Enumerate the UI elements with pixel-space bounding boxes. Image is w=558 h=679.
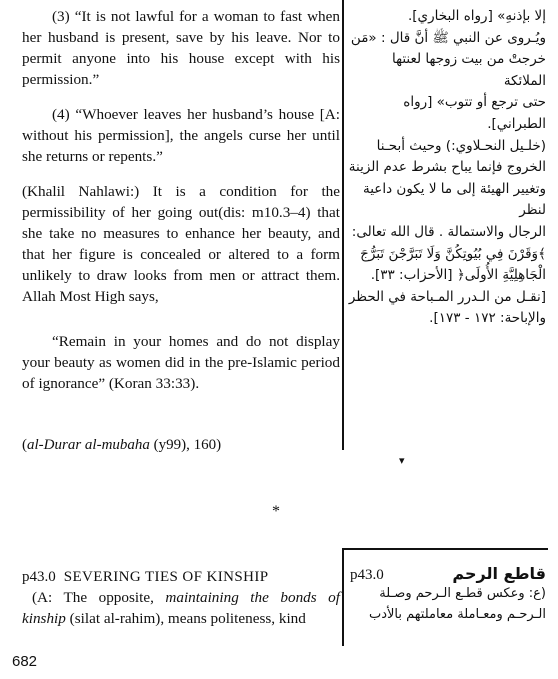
hadith-3: (3) “It is not lawful for a woman to fast when her husband is present, save by his leave. Nor to permit anyone into his house except with his permission.” xyxy=(22,8,340,88)
hadith-4: (4) “Whoever leaves her husband’s house [A: without his permission], the angels curse her until she returns or repents.” xyxy=(22,106,340,165)
section-separator-star: * xyxy=(272,503,280,520)
quran-quote: “Remain in your homes and do not display your beauty as women did in the pre-Islamic period of ignorance” (Koran 33:33). xyxy=(22,333,340,392)
section-arabic-line-1: (ع: وعكس قطـع الـرحم وصـلة xyxy=(379,586,546,601)
section-title: SEVERING TIES OF KINSHIP xyxy=(63,569,269,585)
arabic-line: خرجتْ من بيت زوجها لعنتها الملائكة xyxy=(392,51,546,89)
arabic-line: الرجال والاستمالة . قال الله تعالى: xyxy=(351,223,546,240)
arabic-line: الخروج فإنما يباح بشرط عدم الزينة xyxy=(348,159,546,176)
section-arabic-line-2: الـرحـم ومعـاملة معاملتهم بالأدب xyxy=(368,607,546,622)
source-citation: (al-Durar al-mubaha (y99), 160) xyxy=(22,437,222,453)
column-divider xyxy=(342,0,344,450)
mark-glyph: ▾ xyxy=(399,455,405,467)
arabic-line: ويُـروى عن النبي ﷺ أنَّ قال : «مَن xyxy=(350,29,546,46)
section-number: p43.0 xyxy=(22,569,56,585)
arabic-column xyxy=(348,6,546,330)
section-heading xyxy=(22,567,340,587)
arabic-line: الْجَاهِلِيَّةِ الأُولَى﴿ [الأحزاب: ٣٣]. xyxy=(370,267,546,284)
english-column xyxy=(22,6,340,394)
section-column-divider xyxy=(342,548,344,646)
section-arabic xyxy=(350,564,546,625)
arabic-line: حتى ترجع أو تتوب» [رواه الطبراني]. xyxy=(403,94,546,132)
arabic-line: وتغيير الهيئة إلى ما لا يكون داعية لنظر xyxy=(363,180,546,219)
arabic-line: ﴾وَقَرْنَ فِي بُيُوتِكُنَّ وَلَا تَبَرَّجْنَ تَبَرُّجَ xyxy=(360,245,546,262)
section-rule xyxy=(342,548,548,550)
arabic-line: [نقـل من الـدرر المـباحة في الحظر xyxy=(348,288,546,305)
arabic-line: (خلـيل النحـلاوي:) وحيث أبحـنا xyxy=(376,137,546,154)
section-body: (A: The opposite, maintaining the bonds of kinship (silat al-rahim), means politeness, kind xyxy=(22,589,340,627)
page-number: 682 xyxy=(12,653,38,670)
arabic-line: إلا بإذنهِ» [رواه البخاري]. xyxy=(408,8,546,24)
section-arabic-title: قاطع الرحم p43.0 xyxy=(350,564,546,583)
section-english xyxy=(22,567,340,629)
khalil-commentary: (Khalil Nahlawi:) It is a condition for the permissibility of her going out(dis: m10.3–4) that she take no measures to enhance her beauty, and that her figure is concealed or altered to a form unlikely to draw looks from men or attract them. Allah Most High says, xyxy=(22,183,340,305)
section-number-arabic-side: p43.0 xyxy=(350,567,384,583)
arabic-line: والإباحة: ١٧٢ - ١٧٣]. xyxy=(429,310,546,327)
